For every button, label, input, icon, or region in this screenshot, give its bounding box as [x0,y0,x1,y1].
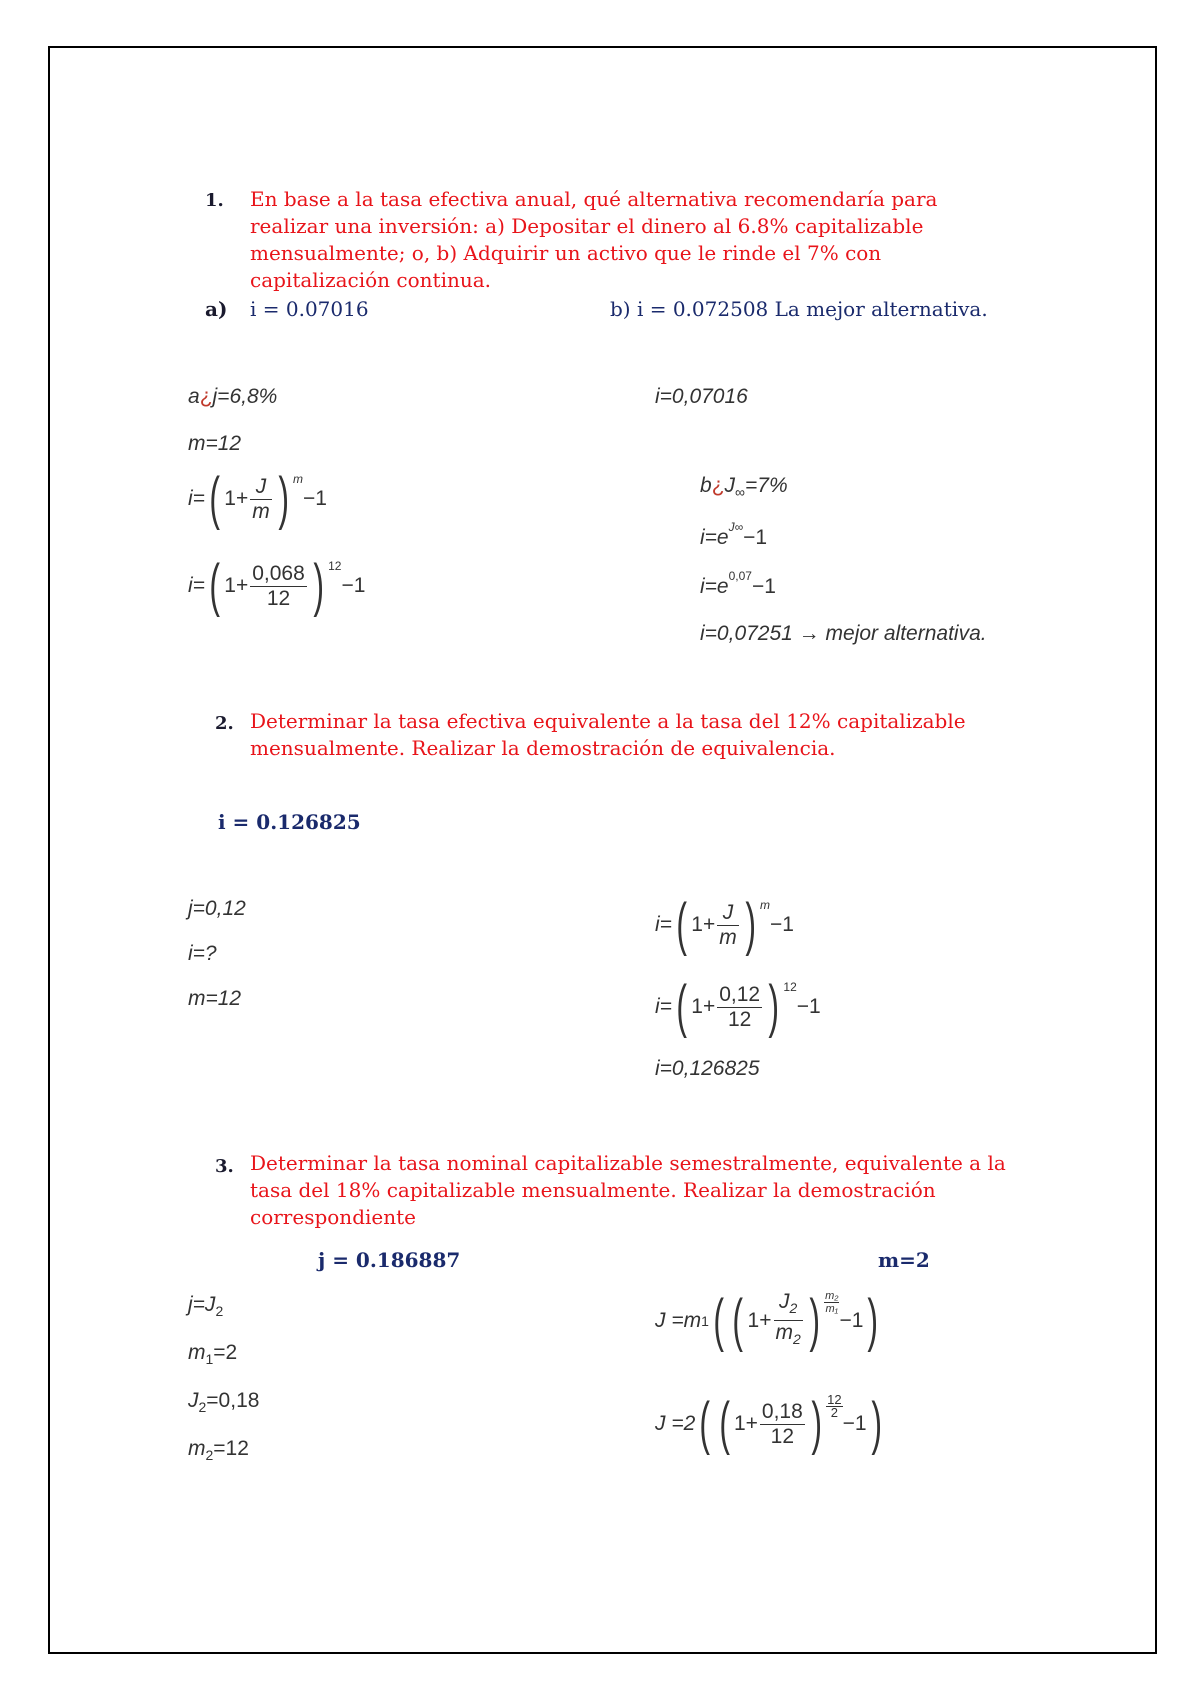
q2-work-line-3: m=12 [188,987,242,1010]
q3-answer-m: m=2 [878,1248,930,1272]
q1-work-right-4: $i=e^{0,07}-1$ [700,569,776,598]
q1-work-line-3: i= ( 1+ $\frac{J}{m}$ ) m −1 [188,466,327,531]
q3-work-line-2: $m_1=2$ [188,1341,238,1368]
q2-work-right-3: i=0,126825 [655,1057,760,1080]
q2-work-right-1: i= ( 1+ $\frac{J}{m}$ ) m −1 [655,892,794,957]
q3-work-line-4: $m_2=12$ [188,1437,249,1464]
q1-answer-a: i = 0.07016 [250,297,369,321]
q2-work-line-1: j=0,12 [188,897,246,920]
q1-number: 1. [205,190,224,211]
q2-work-right-2: i= ( 1+ $\frac{0,12}{12}$ ) 12 −1 [655,974,821,1039]
q2-work-line-2: i=? [188,942,217,965]
q1-work-line-4: i= ( 1+ $\frac{0,068}{12}$ ) 12 −1 [188,553,366,618]
q3-answer-j: j = 0.186887 [318,1248,461,1272]
q3-work-right-1: J =m 1 ( ( 1+ $\frac{J_2}{m_2}$ ) m₂ m₁ −1 ) [655,1287,879,1353]
q2-number: 2. [215,713,234,734]
q3-work-line-1: $j=J_2$ [188,1293,224,1320]
q1-work-right-3: $i=e^{J\infty}-1$ [700,520,768,549]
q1-work-line-1: a¿j=6,8% [188,385,278,408]
q1-work-right-1: i=0,07016 [655,385,748,408]
q3-text: Determinar la tasa nominal capitalizable semestralmente, equivalente a la tasa del 18% capitalizable mensualmente. Realizar la demostración correspondiente [250,1151,1006,1229]
q1-text: En base a la tasa efectiva anual, qué alternativa recomendaría para realizar una inversión: a) Depositar el dinero al 6.8% capitalizable mensualmente; o, b) Adquirir un activo que le rinde el 7% con capitalización continua. [250,187,938,292]
q1-work-line-2: m=12 [188,432,242,455]
q1-work-right-5: i=0,07251 → mejor alternativa. [700,622,987,645]
q2-answer: i = 0.126825 [218,810,361,834]
q3-work-line-3: $J_2=0,18$ [188,1389,260,1416]
q3-work-right-2: J =2 ( ( 1+ $\frac{0,18}{12}$ ) 12 2 −1 ) [655,1391,882,1456]
q1-answer-b: b) i = 0.072508 La mejor alternativa. [610,297,988,321]
q1-work-right-2: $b¿J_\infty=7\%$ [700,474,788,501]
q3-number: 3. [215,1156,234,1177]
q2-text: Determinar la tasa efectiva equivalente a la tasa del 12% capitalizable mensualmente. Realizar la demostración de equivalencia. [250,709,966,760]
q1-answer-a-label: a) [205,297,228,321]
